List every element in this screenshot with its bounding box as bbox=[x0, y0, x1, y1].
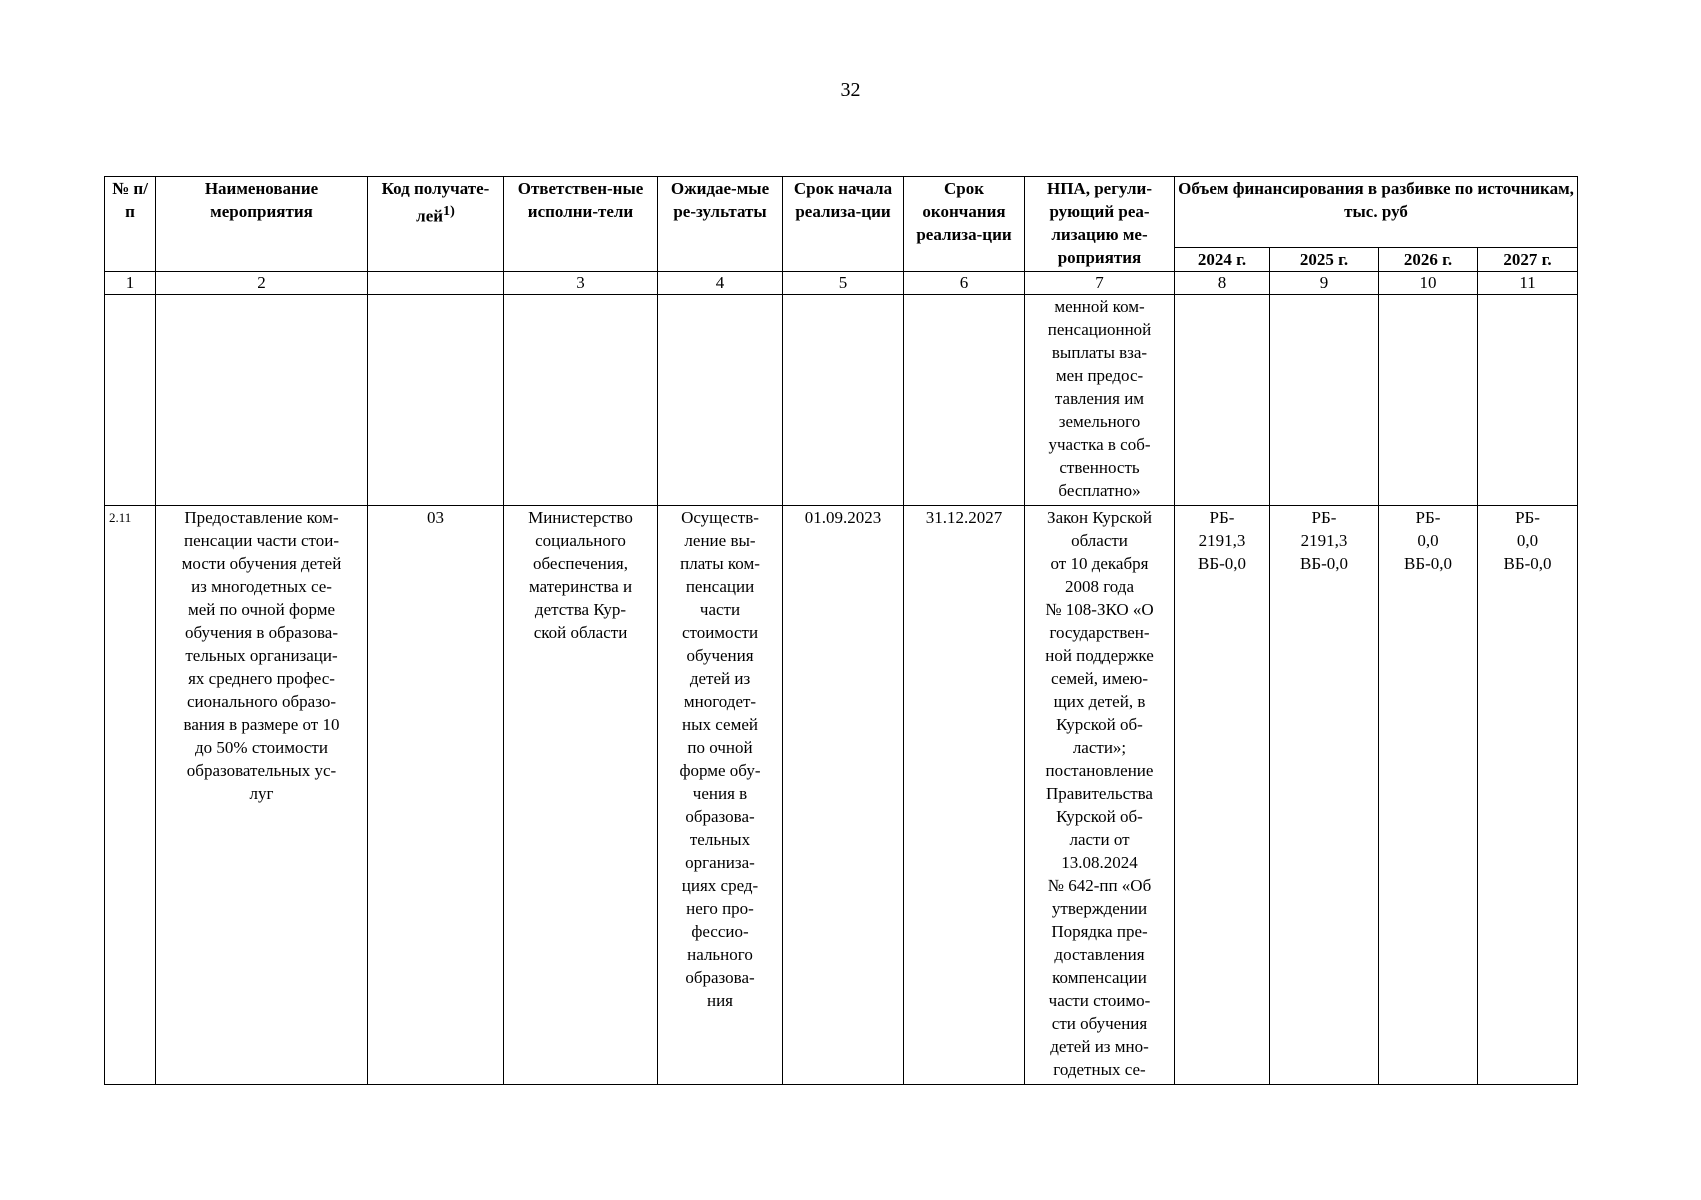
colnum-cell: 5 bbox=[783, 272, 904, 295]
header-num: № п/п bbox=[105, 177, 156, 272]
text-line: образова- bbox=[685, 968, 755, 987]
text-line: пенсации bbox=[685, 577, 755, 596]
text-line: области bbox=[1071, 531, 1128, 550]
empty-cell bbox=[105, 295, 156, 506]
header-start: Срок начала реализа-ции bbox=[783, 177, 904, 272]
text-line: доставления bbox=[1054, 945, 1145, 964]
text-line: Осуществ- bbox=[681, 508, 759, 527]
funding-line: РБ- bbox=[1311, 508, 1337, 527]
text-line: многодет- bbox=[683, 692, 757, 711]
header-end: Срок окончания реализа-ции bbox=[904, 177, 1025, 272]
header-year-2024: 2024 г. bbox=[1175, 248, 1270, 272]
text-line: социального bbox=[535, 531, 626, 550]
activity-name-cell bbox=[156, 506, 368, 1085]
text-line: ление вы- bbox=[684, 531, 756, 550]
text-line: 13.08.2024 bbox=[1061, 853, 1138, 872]
text-line: ласти»; bbox=[1072, 738, 1127, 757]
text-line: тельных организаци- bbox=[185, 646, 338, 665]
text-line: выплаты вза- bbox=[1051, 343, 1148, 362]
empty-cell bbox=[1175, 295, 1270, 506]
funding-line: ВБ-0,0 bbox=[1403, 554, 1452, 573]
funding-2024-cell bbox=[1175, 506, 1270, 1085]
text-line: бесплатно» bbox=[1058, 481, 1141, 500]
funding-line: РБ- bbox=[1415, 508, 1441, 527]
text-line: циях сред- bbox=[681, 876, 759, 895]
text-line: обеспечения, bbox=[532, 554, 629, 573]
text-line: детей из bbox=[689, 669, 751, 688]
colnum-cell: 11 bbox=[1478, 272, 1578, 295]
empty-cell bbox=[1379, 295, 1478, 506]
recipient-code-cell: 03 bbox=[368, 506, 504, 1085]
text-line: Курской об- bbox=[1056, 807, 1143, 826]
text-line: чения в bbox=[692, 784, 748, 803]
text-line: части bbox=[699, 600, 741, 619]
funding-line: РБ- bbox=[1209, 508, 1235, 527]
text-line: детей из мно- bbox=[1050, 1037, 1149, 1056]
funding-line: 2191,3 bbox=[1198, 531, 1246, 550]
empty-cell bbox=[783, 295, 904, 506]
header-code-text: Код получате-лей bbox=[381, 179, 490, 226]
empty-cell bbox=[658, 295, 783, 506]
text-line: платы ком- bbox=[680, 554, 760, 573]
funding-line: РБ- bbox=[1515, 508, 1540, 527]
text-line: Порядка пре- bbox=[1051, 922, 1148, 941]
empty-cell bbox=[1478, 295, 1578, 506]
funding-line: ВБ-0,0 bbox=[1299, 554, 1348, 573]
activities-table bbox=[104, 176, 1578, 1085]
funding-2027-cell bbox=[1478, 506, 1578, 1085]
text-line: № 642-пп «Об bbox=[1047, 876, 1152, 895]
text-line: Правительства bbox=[1046, 784, 1153, 803]
text-line: детства Кур- bbox=[534, 600, 627, 619]
text-line: мей по очной форме bbox=[187, 600, 336, 619]
text-line: обучения bbox=[686, 646, 754, 665]
table-row-2-11 bbox=[105, 506, 1578, 1085]
colnum-cell: 4 bbox=[658, 272, 783, 295]
funding-2025-cell bbox=[1270, 506, 1379, 1085]
colnum-cell: 1 bbox=[105, 272, 156, 295]
text-line: по очной bbox=[687, 738, 753, 757]
text-line: постановление bbox=[1045, 761, 1154, 780]
header-year-2026: 2026 г. bbox=[1379, 248, 1478, 272]
header-results: Ожидае-мые ре-зультаты bbox=[658, 177, 783, 272]
header-funding: Объем финансирования в разбивке по источникам, тыс. руб bbox=[1175, 177, 1578, 248]
funding-line: ВБ-0,0 bbox=[1503, 554, 1552, 573]
row-number-cell: 2.11 bbox=[105, 506, 156, 1085]
text-line: образовательных ус- bbox=[186, 761, 337, 780]
executors-cell bbox=[504, 506, 658, 1085]
text-line: обучения в образова- bbox=[185, 623, 338, 642]
text-line: материнства и bbox=[528, 577, 633, 596]
empty-cell bbox=[504, 295, 658, 506]
text-line: образова- bbox=[685, 807, 755, 826]
text-line: форме обу- bbox=[679, 761, 761, 780]
text-line: мости обучения детей bbox=[181, 554, 342, 573]
header-name: Наименование мероприятия bbox=[156, 177, 368, 272]
text-line: из многодетных се- bbox=[191, 577, 332, 596]
funding-line: ВБ-0,0 bbox=[1197, 554, 1246, 573]
page-number: 32 bbox=[840, 79, 861, 101]
text-line: сти обучения bbox=[1051, 1014, 1148, 1033]
text-line: ных семей bbox=[682, 715, 758, 734]
header-year-2025: 2025 г. bbox=[1270, 248, 1379, 272]
colnum-cell: 7 bbox=[1025, 272, 1175, 295]
text-line: ственность bbox=[1059, 458, 1140, 477]
text-line: земельного bbox=[1058, 412, 1141, 431]
continuation-npa-cell bbox=[1025, 295, 1175, 506]
colnum-cell bbox=[368, 272, 504, 295]
funding-line: 2191,3 bbox=[1300, 531, 1348, 550]
header-year-2027: 2027 г. bbox=[1478, 248, 1578, 272]
column-number-row bbox=[105, 272, 1578, 295]
text-line: государствен- bbox=[1049, 623, 1150, 642]
funding-line: 0,0 bbox=[1516, 531, 1539, 550]
text-line: ях среднего профес- bbox=[188, 669, 335, 688]
text-line: ной поддержке bbox=[1045, 646, 1154, 665]
colnum-cell: 2 bbox=[156, 272, 368, 295]
empty-cell bbox=[904, 295, 1025, 506]
colnum-cell: 8 bbox=[1175, 272, 1270, 295]
funding-line: 0,0 bbox=[1417, 531, 1439, 550]
empty-cell bbox=[156, 295, 368, 506]
text-line: сионального образо- bbox=[186, 692, 337, 711]
end-date-cell: 31.12.2027 bbox=[904, 506, 1025, 1085]
text-line: части стоимо- bbox=[1048, 991, 1151, 1010]
text-line: Предоставление ком- bbox=[184, 508, 339, 527]
text-line: Курской об- bbox=[1056, 715, 1143, 734]
text-line: мен предос- bbox=[1055, 366, 1144, 385]
continuation-row bbox=[105, 295, 1578, 506]
colnum-cell: 9 bbox=[1270, 272, 1379, 295]
expected-results-cell bbox=[658, 506, 783, 1085]
text-line: ласти от bbox=[1069, 830, 1130, 849]
text-line: щих детей, в bbox=[1053, 692, 1146, 711]
text-line: стоимости bbox=[681, 623, 759, 642]
text-line: луг bbox=[249, 784, 274, 803]
start-date-cell: 01.09.2023 bbox=[783, 506, 904, 1085]
text-line: до 50% стоимости bbox=[195, 738, 328, 757]
text-line: Закон Курской bbox=[1047, 508, 1152, 527]
text-line: утверждении bbox=[1051, 899, 1148, 918]
text-line: участка в соб- bbox=[1048, 435, 1151, 454]
text-line: фессио- bbox=[691, 922, 749, 941]
header-executors: Ответствен-ные исполни-тели bbox=[504, 177, 658, 272]
text-line: компенсации bbox=[1052, 968, 1147, 987]
text-line: пенсации части стои- bbox=[183, 531, 339, 550]
text-line: него про- bbox=[686, 899, 754, 918]
header-row bbox=[105, 177, 1578, 248]
header-code-footnote: 1) bbox=[443, 203, 455, 219]
header-code bbox=[368, 177, 504, 272]
text-line: 2008 года bbox=[1064, 577, 1134, 596]
text-line: семей, имею- bbox=[1051, 669, 1148, 688]
text-line: тельных bbox=[689, 830, 751, 849]
text-line: организа- bbox=[685, 853, 755, 872]
colnum-cell: 6 bbox=[904, 272, 1025, 295]
empty-cell bbox=[1270, 295, 1379, 506]
colnum-cell: 10 bbox=[1379, 272, 1478, 295]
text-line: от 10 декабря bbox=[1050, 554, 1149, 573]
text-line: тавления им bbox=[1054, 389, 1145, 408]
funding-2026-cell bbox=[1379, 506, 1478, 1085]
text-line: № 108-ЗКО «О bbox=[1045, 600, 1154, 619]
text-line: нального bbox=[687, 945, 753, 964]
header-npa: НПА, регули-рующий реа-лизацию ме-роприятия bbox=[1025, 177, 1175, 272]
text-line: ской области bbox=[533, 623, 628, 642]
text-line: менной ком- bbox=[1054, 297, 1145, 316]
text-line: вания в размере от 10 bbox=[183, 715, 340, 734]
text-line: ния bbox=[706, 991, 733, 1010]
empty-cell bbox=[368, 295, 504, 506]
colnum-cell: 3 bbox=[504, 272, 658, 295]
text-line: пенсационной bbox=[1047, 320, 1152, 339]
text-line: годетных се- bbox=[1053, 1060, 1146, 1079]
npa-cell bbox=[1025, 506, 1175, 1085]
text-line: Министерство bbox=[528, 508, 633, 527]
